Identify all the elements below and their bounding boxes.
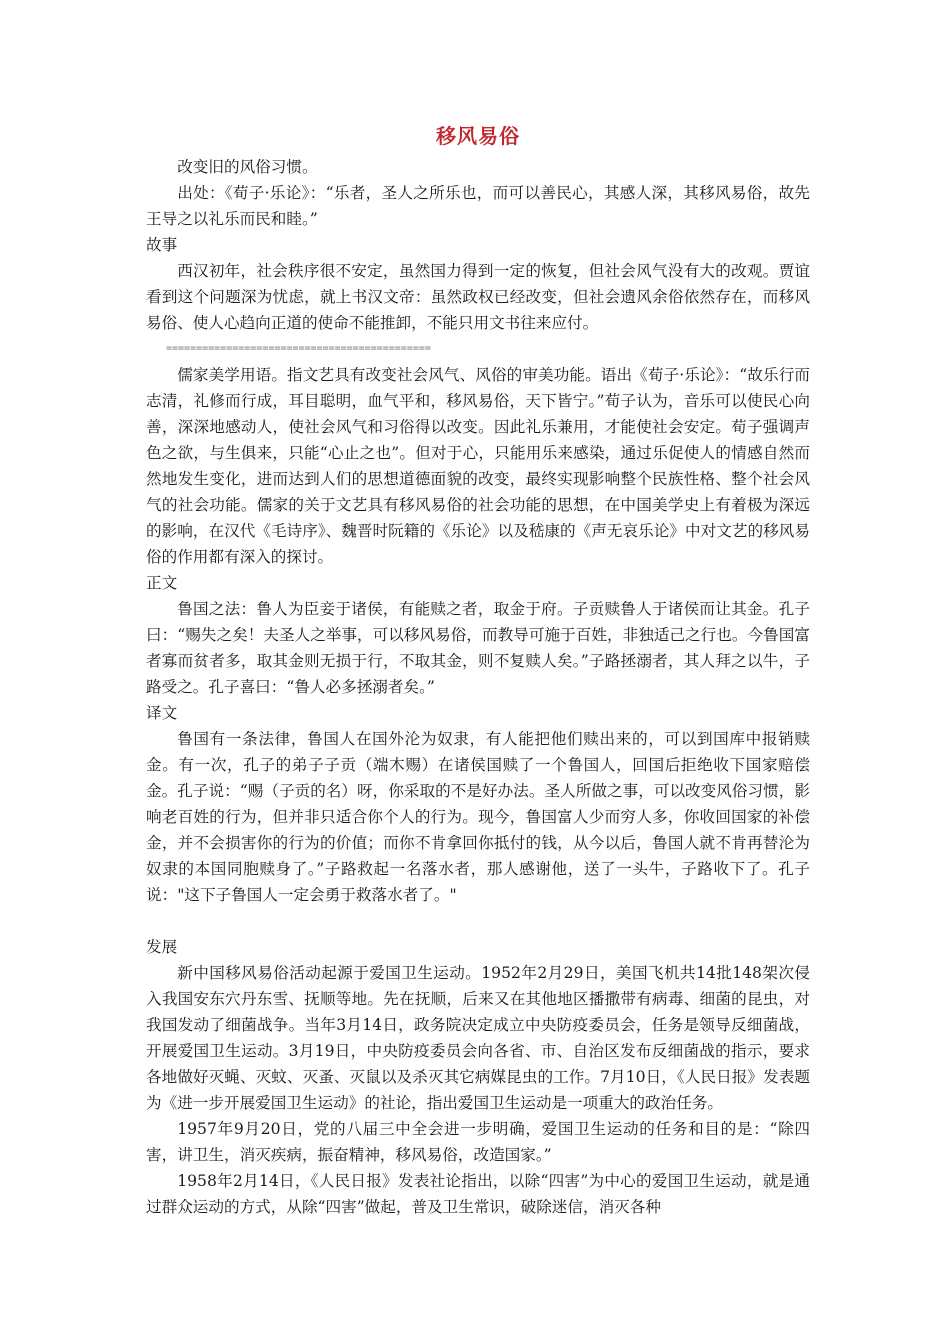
- development-paragraph-1: 新中国移风易俗活动起源于爱国卫生运动。1952年2月29日，美国飞机共14批148架次侵入我国安东穴丹东雪、抚顺等地。先在抚顺，后来又在其他地区播撒带有病毒、细菌的昆虫，对我国发动了细菌战争。当年3月14日，政务院决定成立中央防疫委员会，任务是领导反细菌战，开展爱国卫生运动。3月19日，中央防疫委员会向各省、市、自治区发布反细菌战的指示，要求各地做好灭蝇、灭蚊、灭蚤、灭鼠以及杀灭其它病媒昆虫的工作。7月10日，《人民日报》发表题为《进一步开展爱国卫生运动》的社论，指出爱国卫生运动是一项重大的政治任务。: [146, 964, 810, 1112]
- translation-paragraph: 鲁国有一条法律，鲁国人在国外沦为奴隶，有人能把他们赎出来的，可以到国库中报销赎金。有一次，孔子的弟子子贡（端木赐）在诸侯国赎了一个鲁国人，回国后拒绝收下国家赔偿金。孔子说：“赐（子贡的名）呀，你采取的不是好办法。圣人所做之事，可以改变风俗习惯，影响老百姓的行为，但并非只适合你个人的行为。现今，鲁国富人少而穷人多，你收回国家的补偿金，并不会损害你的行为的价值；而你不肯拿回你抵付的钱，从今以后，鲁国人就不肯再替沦为奴隶的本国同胞赎身了。”子路救起一名落水者，那人感谢他，送了一头牛，子路收下了。孔子说："这下子鲁国人一定会勇于救落水者了。": [146, 730, 810, 904]
- story-paragraph: 西汉初年，社会秩序很不安定，虽然国力得到一定的恢复，但社会风气没有大的改观。贾谊看到这个问题深为忧虑，就上书汉文帝：虽然政权已经改变，但社会遗风余俗依然存在，而移风易俗、使人心趋向正道的使命不能推卸，不能只用文书往来应付。: [146, 262, 810, 332]
- blank-line: [146, 908, 810, 934]
- development-heading: 发展: [146, 938, 178, 956]
- section-separator: ============================================: [166, 343, 431, 354]
- development-paragraph-3: 1958年2月14日，《人民日报》发表社论指出，以除“四害”为中心的爱国卫生运动，就是通过群众运动的方式，从除“四害”做起，普及卫生常识，破除迷信，消灭各种: [146, 1172, 810, 1216]
- definition-paragraph: 改变旧的风俗习惯。: [177, 158, 318, 176]
- story-heading: 故事: [146, 236, 178, 254]
- page-title: 移风易俗: [436, 124, 520, 148]
- aesthetics-paragraph: 儒家美学用语。指文艺具有改变社会风气、风俗的审美功能。语出《荀子·乐论》：“故乐行而志清，礼修而行成，耳目聪明，血气平和，移风易俗，天下皆宁。”荀子认为，音乐可以使民心向善，深深地感动人，使社会风气和习俗得以改变。因此礼乐兼用，才能使社会安定。荀子强调声色之欲，与生俱来，只能“心止之也”。但对于心，只能用乐来感染，通过乐促使人的情感自然而然地发生变化，进而达到人们的思想道德面貌的改变，最终实现影响整个民族性格、整个社会风气的社会功能。儒家的关于文艺具有移风易俗的社会功能的思想，在中国美学史上有着极为深远的影响，在汉代《毛诗序》、魏晋时阮籍的《乐论》以及嵇康的《声无哀乐论》中对文艺的移风易俗的作用都有深入的探讨。: [146, 366, 810, 566]
- source-paragraph: 出处：《荀子·乐论》：“乐者，圣人之所乐也，而可以善民心，其感人深，其移风易俗，故先王导之以礼乐而民和睦。”: [146, 184, 810, 228]
- original-text-paragraph: 鲁国之法：鲁人为臣妾于诸侯，有能赎之者，取金于府。子贡赎鲁人于诸侯而让其金。孔子曰：“赐失之矣！夫圣人之举事，可以移风易俗，而教导可施于百姓，非独适己之行也。今鲁国富者寡而贫者多，取其金则无损于行，不取其金，则不复赎人矣。”子路拯溺者，其人拜之以牛，子路受之。孔子喜曰：“鲁人必多拯溺者矣。”: [146, 600, 810, 696]
- document-page: [146, 118, 810, 1220]
- original-text-heading: 正文: [146, 574, 178, 592]
- translation-heading: 译文: [146, 704, 178, 722]
- development-paragraph-2: 1957年9月20日，党的八届三中全会进一步明确，爱国卫生运动的任务和目的是：“除四害，讲卫生，消灭疾病，振奋精神，移风易俗，改造国家。”: [146, 1120, 810, 1164]
